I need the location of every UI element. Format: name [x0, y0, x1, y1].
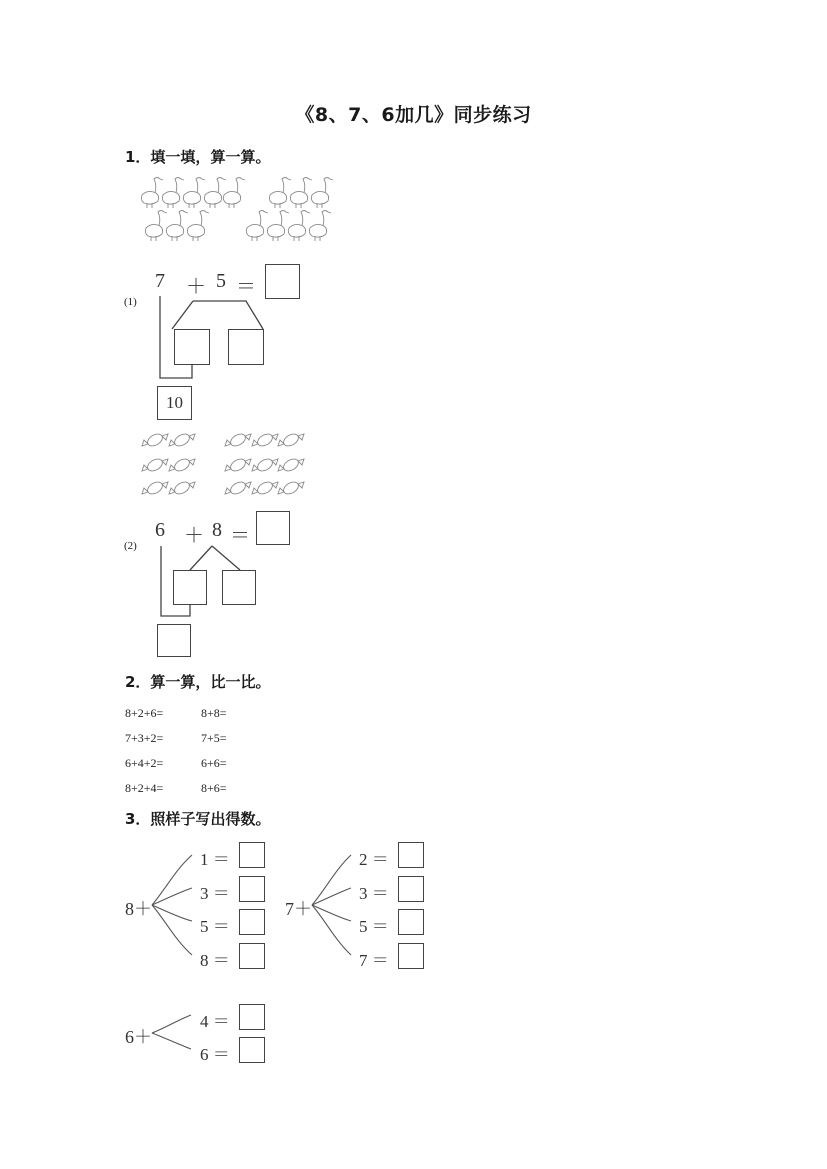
page-title: 《8、7、6加几》同步练习 — [295, 104, 532, 126]
group-8-item-2: 3 ＝ — [200, 884, 230, 903]
q2-exercise-right: 6+6= — [201, 756, 227, 770]
q2-exercise-left: 6+4+2= — [125, 756, 164, 770]
q2-exercise-right: 8+6= — [201, 781, 227, 795]
q2-exercise-left: 7+3+2= — [125, 731, 164, 745]
p1-ten-value: 10 — [166, 393, 183, 412]
group-7-base: 7＋ — [285, 899, 312, 919]
q2-exercise-right: 8+8= — [201, 706, 227, 720]
p2-plus-sign: ＋ — [184, 525, 204, 547]
question-3-heading: 3．照样子写出得数。 — [125, 810, 271, 828]
p1-equals-sign: ＝ — [236, 276, 256, 298]
group-8-item-1: 1 ＝ — [200, 850, 230, 869]
p1-addend-b: 5 — [216, 270, 226, 292]
group-7-item-1: 2 ＝ — [359, 850, 389, 869]
group-8-item-3: 5 ＝ — [200, 917, 230, 936]
group-6-item-1: 4 ＝ — [200, 1012, 230, 1031]
q2-exercise-left: 8+2+6= — [125, 706, 164, 720]
group-6-base: 6＋ — [125, 1027, 152, 1047]
p1-plus-sign: ＋ — [186, 276, 206, 298]
p2-addend-b: 8 — [212, 519, 222, 541]
part-2-label: (2) — [124, 540, 137, 552]
question-1-heading: 1．填一填，算一算。 — [125, 148, 271, 166]
p2-addend-a: 6 — [155, 519, 165, 541]
group-8-item-4: 8 ＝ — [200, 951, 230, 970]
p2-equals-sign: ＝ — [230, 525, 250, 547]
group-7-item-3: 5 ＝ — [359, 917, 389, 936]
group-6-item-2: 6 ＝ — [200, 1045, 230, 1064]
group-7-item-4: 7 ＝ — [359, 951, 389, 970]
group-7-item-2: 3 ＝ — [359, 884, 389, 903]
part-1-label: (1) — [124, 296, 137, 308]
group-8-base: 8＋ — [125, 899, 152, 919]
p1-addend-a: 7 — [155, 270, 165, 292]
question-2-heading: 2．算一算，比一比。 — [125, 673, 271, 691]
q2-exercise-right: 7+5= — [201, 731, 227, 745]
q2-exercise-left: 8+2+4= — [125, 781, 164, 795]
